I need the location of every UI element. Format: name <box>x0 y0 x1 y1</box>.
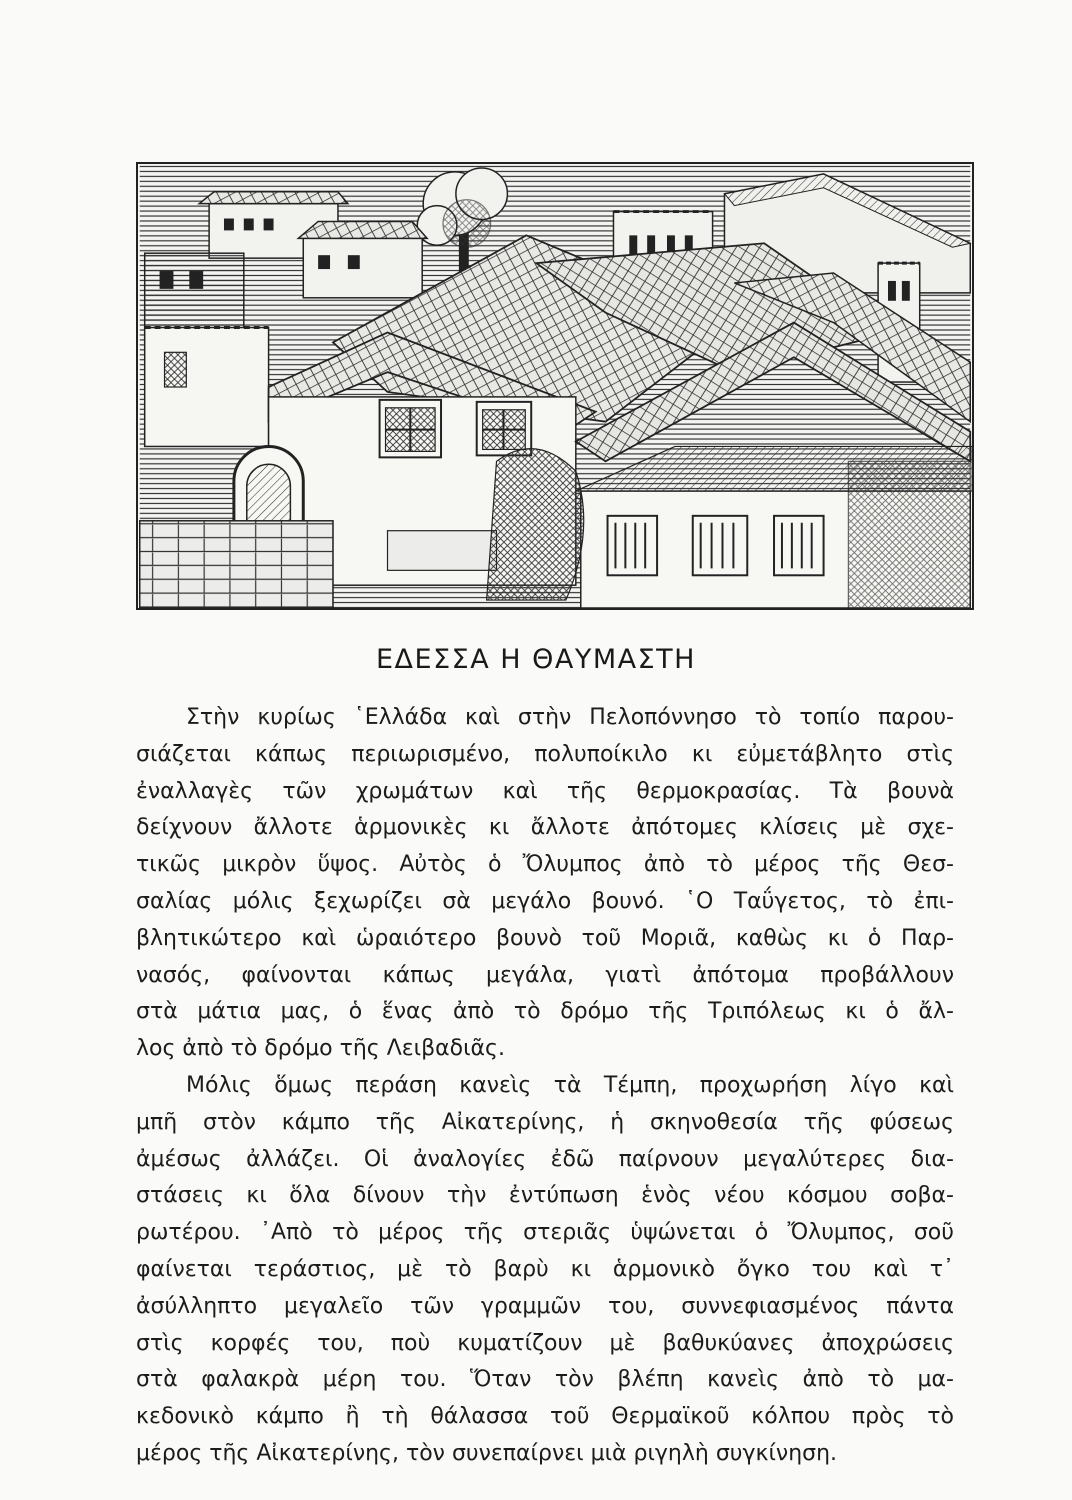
text-line: ἀμέσως ἀλλάζει. Οἱ ἀναλογίες ἐδῶ παίρνουν μεγαλύτερες δια- <box>136 1146 954 1172</box>
text-line: λος ἀπὸ τὸ δρόμο τῆς Λειβαδιᾶς. <box>136 1036 505 1062</box>
text-line: στὰ φαλακρὰ μέρη του. Ὅταν τὸν βλέπη κανεὶς ἀπὸ τὸ μα- <box>136 1367 954 1393</box>
text-line: μπῆ στὸν κάμπο τῆς Αἰκατερίνης, ἡ σκηνοθεσία τῆς φύσεως <box>136 1109 954 1135</box>
text-line: ἐναλλαγὲς τῶν χρωμάτων καὶ τῆς θερμοκρασίας. Τὰ βουνὰ <box>136 778 954 804</box>
text-line: σιάζεται κάπως περιωρισμένο, πολυποίκιλο κι εὐμετάβλητο στὶς <box>136 741 954 767</box>
front-window-1 <box>608 516 658 575</box>
window-left <box>380 400 441 457</box>
article-body <box>136 700 954 1473</box>
text-line: στὰ μάτια μας, ὁ ἕνας ἀπὸ τὸ δρόμο τῆς Τριπόλεως κι ὁ ἄλ- <box>136 999 954 1025</box>
window-right <box>477 402 532 456</box>
text-line: στὶς κορφές του, ποὺ κυματίζουν μὲ βαθυκύανες ἀποχρώσεις <box>136 1330 954 1356</box>
text-line: βλητικώτερο καὶ ὡραιότερο βουνὸ τοῦ Μοριᾶ, καθὼς κι ὁ Παρ- <box>136 925 954 951</box>
paragraph-2 <box>136 1068 954 1473</box>
steps <box>388 531 497 571</box>
paragraph-1 <box>136 700 954 1068</box>
stone-wall <box>140 521 333 608</box>
text-line: Στὴν κυρίως ῾Ελλάδα καὶ στὴν Πελοπόννησο τὸ τοπίο παρου- <box>186 705 954 730</box>
bush <box>487 449 584 600</box>
page-title: ΕΔΕΣΣΑ Η ΘΑΥΜΑΣΤΗ <box>376 644 696 675</box>
text-line: μέρος τῆς Αἰκατερίνης, τὸν συνεπαίρνει μιὰ ριγηλὴ συγκίνηση. <box>136 1440 838 1466</box>
text-line: ρωτέρου. ᾿Απὸ τὸ μέρος τῆς στεριᾶς ὑψώνεται ὁ Ὄλυμπος, σοῦ <box>136 1220 954 1246</box>
text-line: κεδονικὸ κάμπο ἢ τὴ θάλασσα τοῦ Θερμαϊκοῦ κόλπου πρὸς τὸ <box>136 1404 954 1430</box>
text-line: νασός, φαίνονται κάπως μεγάλα, γιατὶ ἀπότομα προβάλλουν <box>136 962 954 988</box>
rooftops-drawing <box>138 164 972 608</box>
text-line: σαλίας μόλις ξεχωρίζει σὰ μεγάλο βουνό. ῾Ο Ταΰγετος, τὸ ἐπι- <box>136 888 954 914</box>
front-window-3 <box>774 516 824 575</box>
village-illustration <box>136 162 974 610</box>
text-line: τικῶς μικρὸν ὕψος. Αὐτὸς ὁ Ὄλυμπος ἀπὸ τὸ μέρος τῆς Θεσ- <box>136 852 954 878</box>
text-line: δείχνουν ἄλλοτε ἁρμονικὲς κι ἄλλοτε ἀπότομες κλίσεις μὲ σχε- <box>136 815 954 841</box>
back-middle-house <box>298 221 427 297</box>
white-wall-house <box>145 328 269 447</box>
text-line: ἀσύλληπτο μεγαλεῖο τῶν γραμμῶν του, συννεφιασμένος πάντα <box>136 1293 954 1319</box>
text-line: στάσεις κι ὅλα δίνουν τὴν ἐντύπωση ἑνὸς νέου κόσμου σοβα- <box>136 1183 954 1209</box>
text-line: φαίνεται τεράστιος, μὲ τὸ βαρὺ κι ἁρμονικὸ ὄγκο του καὶ τ᾿ <box>136 1256 954 1282</box>
foliage-right <box>848 461 970 608</box>
front-window-2 <box>693 516 748 575</box>
text-line: Μόλις ὅμως περάση κανεὶς τὰ Τέμπη, προχωρήση λίγο καὶ <box>186 1072 954 1098</box>
